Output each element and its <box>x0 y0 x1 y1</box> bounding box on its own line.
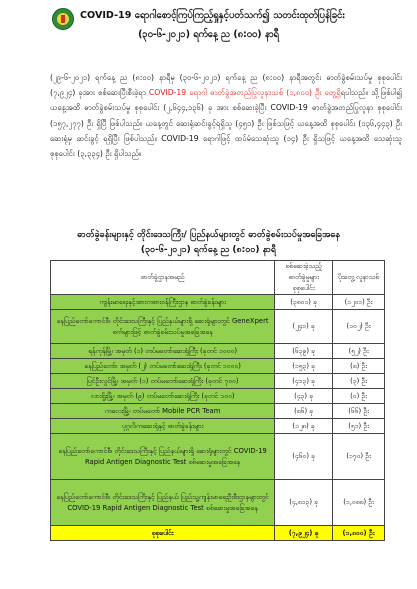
row-tests: (၁၂၈) ခု <box>275 419 333 434</box>
seal-cross <box>61 15 65 23</box>
table-row <box>51 434 385 480</box>
row-lab-name: နေပြည်တော်ကောင်စီ၊ တိုင်းဒေသကြီးနှင့် ပြည်နယ် ပြည်သူ့ကျန်းမာရေးဦးစီးဌာနများတွင် COVID-19 Rapid Antigen Diagnostic Test စစ်ဆေးမှုအခြေအနေ <box>51 480 275 526</box>
summary-text-b: ရပါသည်။ သို့ဖြစ်ပါ၍ ယနေ့အထိ ဓာတ်ခွဲစမ်းသပ်မှု စုစုပေါင်း (၂,၆၄၄,၁၃၆) ခု အား စစ်ဆေးခဲ့ပြီး COVID-19 ဓာတ်ခွဲအတည်ပြုလူနာ စုစုပေါင်း (၁၅၇,၂၇၇) ဦး ရှိပြီ ဖြစ်ပါသည်။ ယနေ့တွင် ဆေးရုံဆင်းခွင့်ရရှိသူ (၄၅၁) ဦး ဖြစ်သဖြင့် ယနေ့အထိ စုစုပေါင်း (၁၃၆,၄၄၃) ဦး ဆေးရုံမှ ဆင်းခွင့် ရရှိပြီး ဖြစ်ပါသည်။ COVID-19 ရောဂါဖြင့် ထပ်မံသေဆုံးသူ (၁၄) ဦး ရှိသဖြင့် ယနေ့အထိ သေဆုံးသူစုစုပေါင်း (၃,၃၃၄) ဦး ရှိပါသည်။ <box>50 88 402 159</box>
table-header-row <box>51 261 385 295</box>
table-total-row <box>51 526 385 541</box>
row-positive: (၃) ဦး <box>333 374 385 389</box>
row-lab-name: ကလေးမြို့၊ တပ်မတော် Mobile PCR Team <box>51 404 275 419</box>
row-positive: (၁၂၀၁) ဦး <box>333 295 385 310</box>
summary-highlight: COVID-19 ရောဂါ ဓာတ်ခွဲအတည်ပြုလူနာသစ် (၁,၈၀၀) ဦး တွေ့ရှိ <box>148 88 341 98</box>
row-lab-name: ပြင်ဦးလွင်မြို့၊ အမှတ် (၁) တပ်မတော်ဆေးရုံကြီး (ခုတင် ၇၀၀) <box>51 374 275 389</box>
summary-text-a: (၂၉-၆-၂၀၂၁) ရက်နေ့ ည (၈:၀၀) နာရီမှ (၃၀-၆-၂၀၂၁) ရက်နေ့ ည (၈:၀၀) နာရီအတွင်း ဓာတ်ခွဲစမ်းသပ်မှု စုစုပေါင်း (၇,၉၂၄) ခုအား စစ်ဆေးပြီးစီးခဲ့ရာ <box>50 73 402 98</box>
table-row <box>51 344 385 359</box>
row-tests: (၆၃၉) ခု <box>275 344 333 359</box>
header-tests-total: စစ်ဆေးခဲ့သည့် ဓာတ်ခွဲမှုများ စုစုပေါင်း <box>275 261 333 295</box>
row-positive: (၅၁) ဦး <box>333 419 385 434</box>
row-lab-name: ကျန်းမာရေးနှင့်အားကစားဝန်ကြီးဌာန ဓာတ်ခွဲခန်းများ <box>51 295 275 310</box>
row-tests: (၈၆) ခု <box>275 404 333 419</box>
row-tests: (၄၃) ခု <box>275 389 333 404</box>
section-title: ဓာတ်ခွဲခန်းများနှင့် တိုင်းဒေသကြီး/ ပြည်နယ်များတွင် ဓာတ်ခွဲစမ်းသပ်မှုအခြေအနေ <box>77 230 340 240</box>
row-tests: (၂၄၁) ခု <box>275 310 333 344</box>
table-row <box>51 310 385 344</box>
row-lab-name: နေပြည်တော်၊ အမှတ် (၂) တပ်မတော်ဆေးရုံကြီး (ခုတင် ၁၀၀၀) <box>51 359 275 374</box>
row-positive: (၀) ဦး <box>333 389 385 404</box>
header-new-positive: ပိုးတွေ့ လူနာသစ် <box>333 261 385 295</box>
lab-status-table <box>50 260 385 541</box>
table-row <box>51 480 385 526</box>
row-positive: (၈) ဦး <box>333 359 385 374</box>
table-row <box>51 419 385 434</box>
row-positive: (၁၇၀) ဦး <box>333 434 385 480</box>
summary-paragraph <box>50 70 402 161</box>
row-tests: (၄၁၃) ခု <box>275 374 333 389</box>
row-lab-name: နေပြည်တော်ကောင်စီ၊ တိုင်းဒေသကြီးနှင့် ပြည်နယ်များရှိ ဆေးရုံများတွင် GeneXpert စက်များဖြင့် ဓာတ်ခွဲစမ်းသပ်မှုအခြေအနေ <box>51 310 275 344</box>
document-date: (၃၀-၆-၂၀၂၁) ရက်နေ့ ည (၈:၀၀) နာရီ <box>138 29 279 40</box>
row-tests: (၄၆၀) ခု <box>275 434 333 480</box>
table-row <box>51 374 385 389</box>
row-tests: (၃၈၀၁) ခု <box>275 295 333 310</box>
row-positive: (၅၂) ဦး <box>333 344 385 359</box>
total-tests: (၇,၉၂၄) ခု <box>275 526 333 541</box>
header-lab-name: ဓာတ်ခွဲဌာနအမည် <box>51 261 275 295</box>
row-lab-name: နေပြည်တော်ကောင်စီ၊ တိုင်းဒေသကြီးနှင့် ပြည်နယ်များရှိ ဆေးရုံများတွင် COVID-19 Rapid Antigen Diagnostic Test စစ်ဆေးမှုအခြေအနေ <box>51 434 275 480</box>
section-date: (၃၀-၆-၂၀၂၁) ရက်နေ့ ည (၈:၀၀) နာရီ <box>140 245 277 255</box>
row-positive: (၁,၀၈၈) ဦး <box>333 480 385 526</box>
table-row <box>51 389 385 404</box>
total-label: စုစုပေါင်း <box>51 526 275 541</box>
row-lab-name: ရန်ကုန်မြို့၊ အမှတ် (၁) တပ်မတော်ဆေးရုံကြီး (ခုတင် ၁၀၀၀) <box>51 344 275 359</box>
table-row <box>51 359 385 374</box>
row-lab-name: လားရှိုးမြို့၊ အမှတ် (၉) တပ်မတော်ဆေးရုံကြီး (ခုတင် ၁၀၀) <box>51 389 275 404</box>
document-title: COVID-19 ရောဂါစောင့်ကြပ်ကြည့်ရှုနှင့်ပတ်သက်၍ သတင်းထုတ်ပြန်ခြင်း <box>80 10 345 21</box>
table-row <box>51 295 385 310</box>
row-tests: (၄,၈၁၃) ခု <box>275 480 333 526</box>
ministry-seal-icon <box>52 8 74 30</box>
row-tests: (၁၅၃) ခု <box>275 359 333 374</box>
row-positive: (၆၆) ဦး <box>333 404 385 419</box>
table-row <box>51 404 385 419</box>
row-positive: (၁၀၂) ဦး <box>333 310 385 344</box>
row-lab-name: ပုဂ္ဂလိကဆေးရုံနှင့် ဓာတ်ခွဲခန်းများ <box>51 419 275 434</box>
total-positive: (၁,၈၀၀) ဦး <box>333 526 385 541</box>
